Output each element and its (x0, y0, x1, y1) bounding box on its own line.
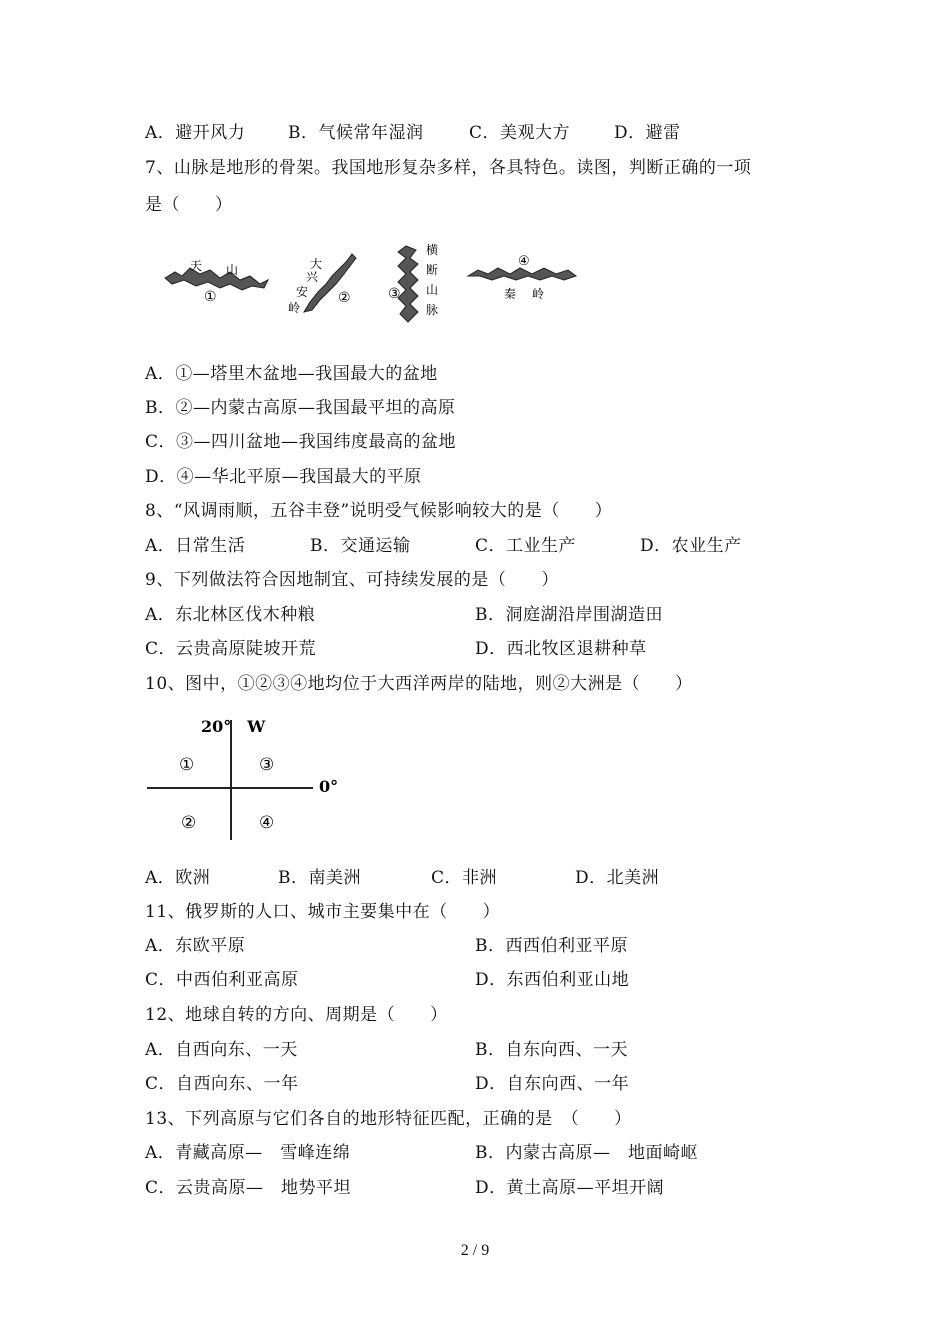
mountain4-label2: 岭 (532, 287, 545, 301)
q7-stem-line1: 7、山脉是地形的骨架。我国地形复杂多样，各具特色。读图，判断正确的一项 (145, 158, 752, 178)
q8-option-a: A．日常生活 (145, 536, 246, 556)
mountain1-label1: 天 (190, 259, 203, 273)
q10-option-d: D．北美洲 (575, 868, 660, 888)
q11-option-b: B．西西伯利亚平原 (475, 936, 628, 956)
q13-option-b: B．内蒙古高原— 地面崎岖 (475, 1143, 698, 1163)
q6-option-c: C．美观大方 (469, 123, 571, 143)
q7-option-d: D．④—华北平原—我国最大的平原 (145, 467, 422, 487)
mountain1-label2: 山 (226, 263, 239, 277)
q10-option-b: B．南美洲 (278, 868, 361, 888)
mountain3-number: ③ (388, 286, 401, 302)
q10-option-a: A．欧洲 (145, 868, 211, 888)
q9-stem: 9、下列做法符合因地制宜、可持续发展的是（ ） (145, 570, 559, 590)
q13-option-a: A．青藏高原— 雪峰连绵 (145, 1143, 351, 1163)
quadrant-3: ③ (259, 755, 275, 775)
mountain3-char2: 断 (426, 263, 439, 277)
q11-stem: 11、俄罗斯的人口、城市主要集中在（ ） (145, 902, 501, 922)
q8-option-c: C．工业生产 (475, 536, 577, 556)
quadrant-4: ④ (259, 813, 275, 833)
q9-option-b: B．洞庭湖沿岸围湖造田 (475, 605, 663, 625)
q7-option-a: A．①—塔里木盆地—我国最大的盆地 (145, 364, 438, 384)
q11-option-d: D．东西伯利亚山地 (475, 970, 630, 990)
q10-coordinate-figure (145, 712, 365, 847)
q6-option-a: A．避开风力 (145, 123, 246, 143)
q12-option-c: C．自西向东、一年 (145, 1074, 299, 1094)
q7-option-c: C．③—四川盆地—我国纬度最高的盆地 (145, 432, 457, 452)
page-number: 2 / 9 (460, 1242, 490, 1259)
q11-option-c: C．中西伯利亚高原 (145, 970, 299, 990)
q7-stem-line2: 是（ ） (145, 195, 233, 215)
q11-option-a: A．东欧平原 (145, 936, 246, 956)
q7-option-b: B．②—内蒙古高原—我国最平坦的高原 (145, 398, 456, 418)
q9-option-c: C．云贵高原陡坡开荒 (145, 639, 317, 659)
mountain2-char4: 岭 (288, 301, 301, 315)
mountain3-char4: 脉 (426, 303, 439, 317)
q12-option-b: B．自东向西、一天 (475, 1040, 628, 1060)
mountain4-label1: 秦 (504, 287, 517, 301)
q9-option-a: A．东北林区伐木种粮 (145, 605, 316, 625)
q13-option-d: D．黄土高原—平坦开阔 (475, 1178, 665, 1198)
q13-stem: 13、下列高原与它们各自的地形特征匹配，正确的是 （ ） (145, 1109, 632, 1129)
q6-option-b: B．气候常年湿润 (288, 123, 424, 143)
q8-stem: 8、“风调雨顺，五谷丰登”说明受气候影响较大的是（ ） (145, 501, 613, 521)
mountain-hengduan (388, 242, 438, 322)
q7-mountain-figure (160, 238, 580, 330)
mountain3-char3: 山 (426, 283, 439, 297)
mountain4-number: ④ (518, 254, 530, 269)
quadrant-2: ② (181, 813, 197, 833)
equator-label: 0° (319, 777, 339, 796)
q8-option-b: B．交通运输 (310, 536, 411, 556)
mountain3-char1: 横 (426, 243, 439, 257)
mountain2-char3: 安 (296, 285, 309, 299)
mountain-tianshan (165, 259, 268, 305)
mountain2-char2: 兴 (306, 270, 319, 284)
q12-option-d: D．自东向西、一年 (475, 1074, 630, 1094)
q13-option-c: C．云贵高原— 地势平坦 (145, 1178, 352, 1198)
q9-option-d: D．西北牧区退耕种草 (475, 639, 647, 659)
q10-option-c: C．非洲 (431, 868, 498, 888)
q8-option-d: D．农业生产 (640, 536, 742, 556)
q12-stem: 12、地球自转的方向、周期是（ ） (145, 1005, 448, 1025)
mountain-qinling (468, 254, 576, 301)
mountain2-number: ② (338, 290, 351, 306)
mountain2-char1: 大 (310, 257, 323, 271)
meridian-label: 20° W (201, 717, 266, 736)
q10-stem: 10、图中，①②③④地均位于大西洋两岸的陆地，则②大洲是（ ） (145, 674, 693, 694)
mountain-daxinganling (288, 254, 356, 315)
quadrant-1: ① (179, 755, 195, 775)
q6-option-d: D．避雷 (614, 123, 681, 143)
mountain1-number: ① (204, 289, 217, 305)
q12-option-a: A．自西向东、一天 (145, 1040, 298, 1060)
